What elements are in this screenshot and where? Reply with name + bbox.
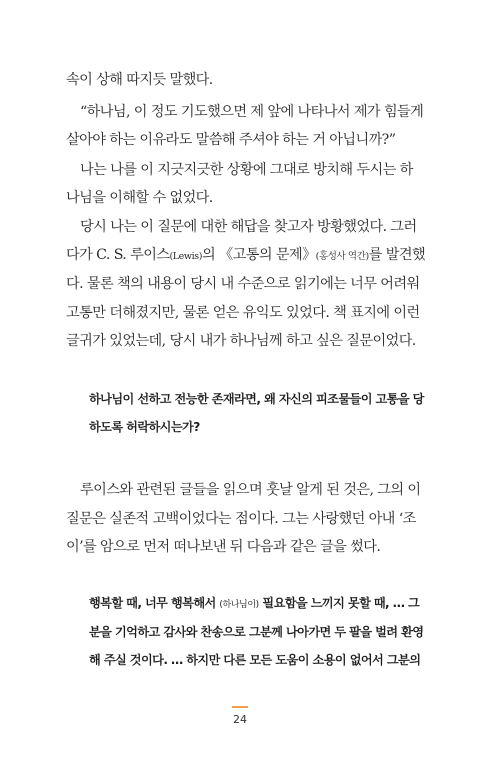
- publisher-note: (홍성사 역간): [315, 251, 369, 262]
- body-text-line: 당시 나는 이 질문에 대한 해답을 찾고자 방황했었다. 그러: [80, 219, 417, 235]
- author-english-name: (Lewis): [169, 251, 203, 262]
- quote-text-line: 하나님이 선하고 전능한 존재라면, 왜 자신의 피조물들이 고통을 당: [89, 392, 424, 406]
- body-text-line: 나님을 이해할 수 없었다.: [66, 190, 213, 206]
- body-text-line: 질문은 실존적 고백이었다는 점이다. 그는 사랑했던 아내 ‘조: [66, 511, 416, 527]
- page-number-accent: [232, 706, 248, 708]
- quote-text-line: 분을 기억하고 감사와 찬송으로 그분께 나아가면 두 팔을 벌려 환영: [89, 625, 424, 639]
- body-text-line: 나는 나를 이 지긋지긋한 상황에 그대로 방치해 두시는 하: [80, 162, 413, 178]
- body-text-line: 다. 물론 책의 내용이 당시 내 수준으로 읽기에는 너무 어려워: [66, 276, 420, 292]
- quote-text-span: 행복할 때, 너무 행복해서: [89, 596, 220, 610]
- quote-text-line: 해 주실 것이다. … 하지만 다른 모든 도움이 소용이 없어서 그분의: [89, 653, 421, 667]
- body-text-line: 고통만 더해졌지만, 물론 얻은 유익도 있었다. 책 표지에 이런: [66, 305, 420, 321]
- body-text-span: 다가 C. S. 루이스: [66, 247, 170, 263]
- body-text-span: 를 발견했: [368, 247, 426, 263]
- quote-parenthetical: (하나님이): [219, 600, 259, 610]
- body-text-line: 루이스와 관련된 글들을 읽으며 훗날 알게 된 것은, 그의 이: [80, 482, 421, 498]
- quote-text-span: 필요함을 느끼지 못할 때, … 그: [258, 596, 420, 610]
- body-text-line: “하나님, 이 정도 기도했으면 제 앞에 나타나서 제가 힘들게: [80, 104, 424, 120]
- body-text-line: 이’를 암으로 먼저 떠나보낸 뒤 다음과 같은 글을 썼다.: [66, 539, 381, 555]
- page-number: 24: [233, 713, 247, 726]
- body-text-line: 글귀가 있었는데, 당시 내가 하나님께 하고 싶은 질문이었다.: [66, 333, 416, 349]
- body-text-line: 살아야 하는 이유라도 말씀해 주셔야 하는 거 아닙니까?”: [66, 132, 396, 148]
- body-text-line: 속이 상해 따지듯 말했다.: [66, 72, 213, 88]
- book-title: 의 《고통의 문제》: [202, 247, 316, 263]
- quote-text-line: [89, 594, 427, 611]
- body-text-line: [66, 244, 438, 264]
- quote-text-line: 하도록 허락하시는가?: [89, 420, 200, 434]
